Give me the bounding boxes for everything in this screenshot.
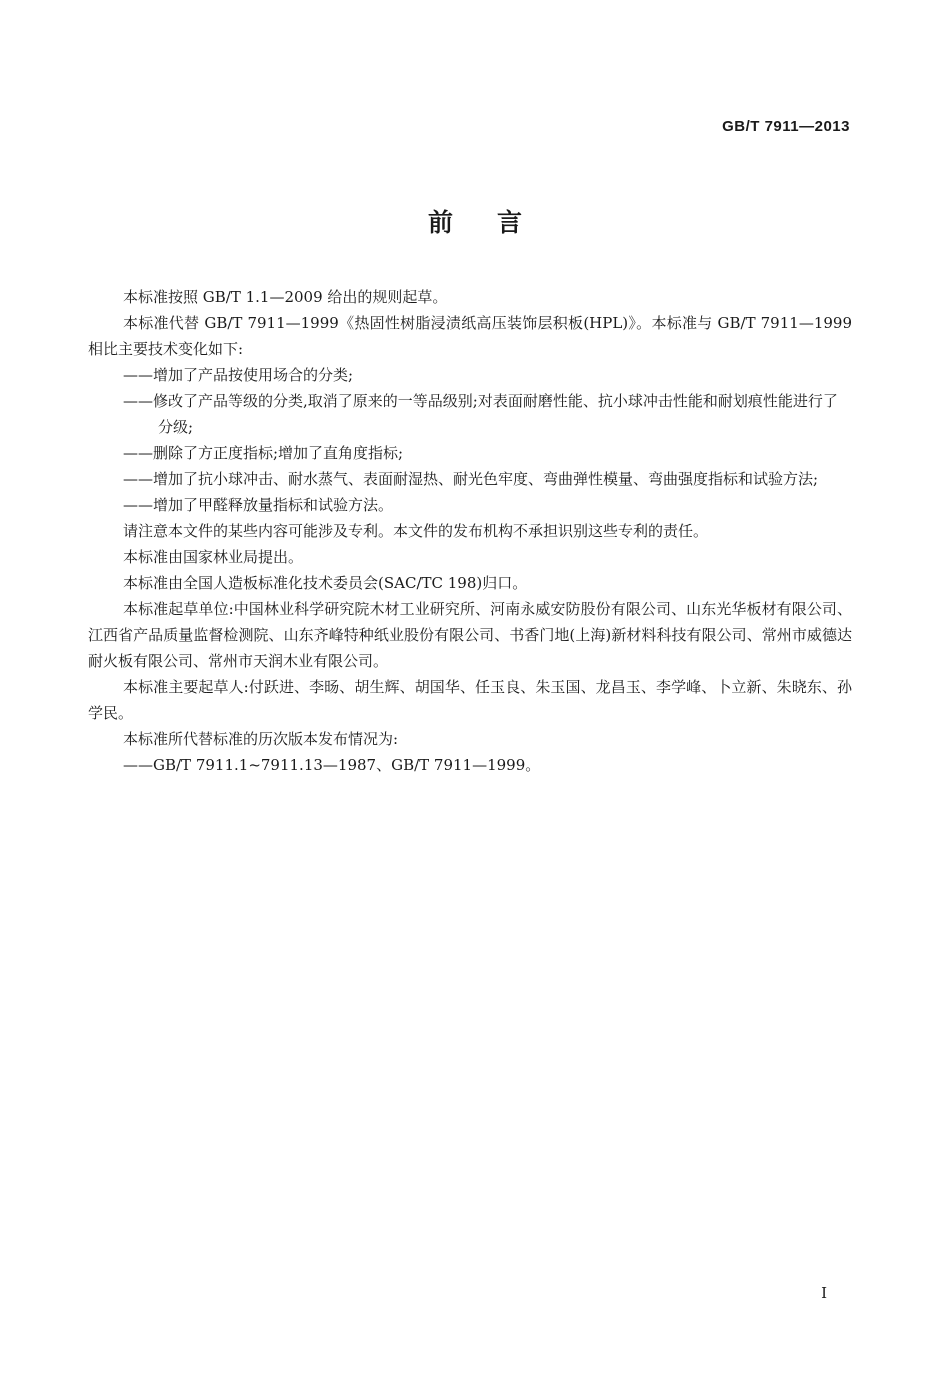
change-item: ——删除了方正度指标;增加了直角度指标;	[123, 444, 404, 462]
foreword-body	[88, 284, 852, 778]
change-item: ——修改了产品等级的分类,取消了原来的一等品级别;对表面耐磨性能、抗小球冲击性能和耐划痕性能进行了分级;	[123, 392, 838, 436]
change-item: ——增加了甲醛释放量指标和试验方法。	[123, 496, 394, 514]
paragraph-committee: 本标准由全国人造板标准化技术委员会(SAC/TC 198)归口。	[123, 574, 528, 592]
change-item: ——增加了抗小球冲击、耐水蒸气、表面耐湿热、耐光色牢度、弯曲弹性模量、弯曲强度指标和试验方法;	[123, 470, 819, 488]
paragraph-drafting-units: 本标准起草单位:中国林业科学研究院木材工业研究所、河南永威安防股份有限公司、山东光华板材有限公司、江西省产品质量监督检测院、山东齐峰特种纸业股份有限公司、书香门地(上海)新材料科技有限公司、常州市威德达耐火板有限公司、常州市天润木业有限公司。	[88, 600, 852, 670]
paragraph-drafting-rules: 本标准按照 GB/T 1.1—2009 给出的规则起草。	[123, 288, 448, 306]
paragraph-history-intro: 本标准所代替标准的历次版本发布情况为:	[123, 730, 399, 748]
standard-number: GB/T 7911—2013	[722, 118, 850, 135]
paragraph-patent-notice: 请注意本文件的某些内容可能涉及专利。本文件的发布机构不承担识别这些专利的责任。	[123, 522, 709, 540]
paragraph-replacement: 本标准代替 GB/T 7911—1999《热固性树脂浸渍纸高压装饰层积板(HPL)》。本标准与 GB/T 7911—1999 相比主要技术变化如下:	[88, 314, 852, 358]
paragraph-drafters: 本标准主要起草人:付跃进、李旸、胡生辉、胡国华、任玉良、朱玉国、龙昌玉、李学峰、卜立新、朱晓东、孙学民。	[88, 678, 852, 722]
page-title: 前言	[427, 208, 566, 237]
change-item: ——增加了产品按使用场合的分类;	[123, 366, 354, 384]
page-number: I	[821, 1284, 827, 1302]
history-item: ——GB/T 7911.1~7911.13—1987、GB/T 7911—1999。	[123, 756, 541, 774]
paragraph-proposer: 本标准由国家林业局提出。	[123, 548, 304, 566]
